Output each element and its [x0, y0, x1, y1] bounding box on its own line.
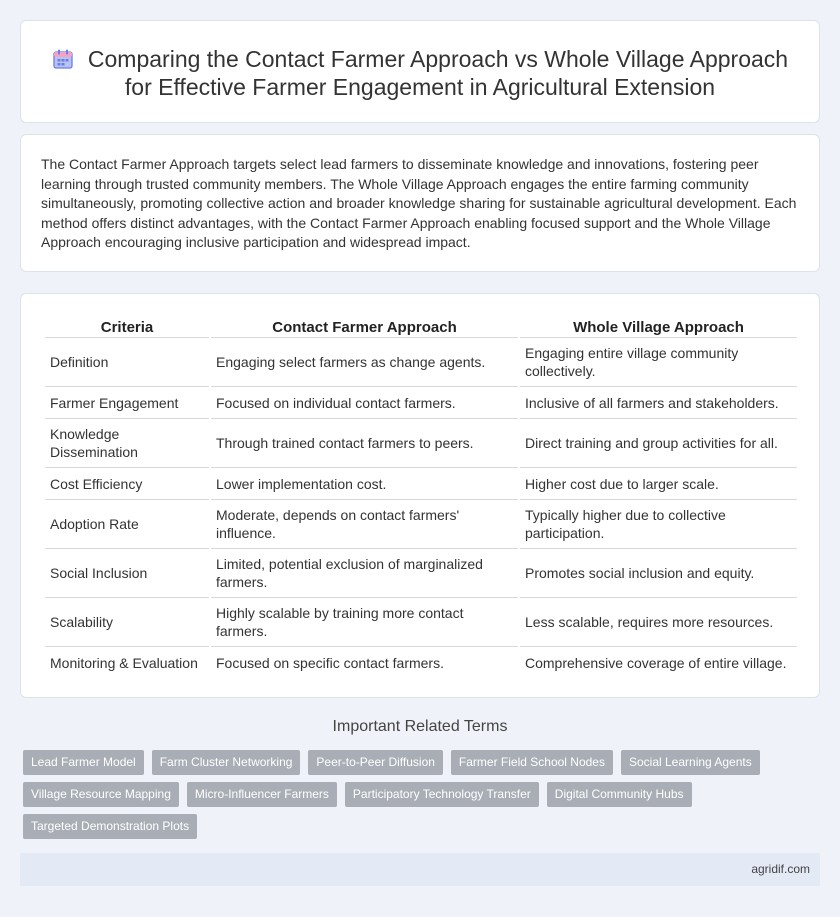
whole-village-cell: Less scalable, requires more resources. [520, 598, 797, 647]
tag-digital-community-hubs[interactable]: Digital Community Hubs [547, 782, 692, 807]
table-row [45, 598, 797, 647]
contact-farmer-cell: Moderate, depends on contact farmers' influence. [211, 500, 518, 549]
criteria-cell: Adoption Rate [45, 500, 209, 549]
tag-farm-cluster-networking[interactable]: Farm Cluster Networking [152, 750, 301, 775]
page-title [21, 21, 819, 101]
table-row [45, 387, 797, 419]
column-header: Contact Farmer Approach [211, 314, 518, 338]
tag-village-resource-mapping[interactable]: Village Resource Mapping [23, 782, 179, 807]
footer [20, 853, 820, 886]
calendar-icon [52, 48, 74, 70]
comparison-table-card [20, 293, 820, 698]
contact-farmer-cell: Limited, potential exclusion of marginalized farmers. [211, 549, 518, 598]
criteria-cell: Definition [45, 338, 209, 387]
criteria-cell: Social Inclusion [45, 549, 209, 598]
criteria-cell: Cost Efficiency [45, 468, 209, 500]
tag-participatory-technology-transfer[interactable]: Participatory Technology Transfer [345, 782, 539, 807]
column-header: Criteria [45, 314, 209, 338]
whole-village-cell: Engaging entire village community collectively. [520, 338, 797, 387]
table-row [45, 549, 797, 598]
page-title-text: Comparing the Contact Farmer Approach vs Whole Village Approach for Effective Farmer Engagement in Agricultural Extension [87, 46, 789, 100]
criteria-cell: Farmer Engagement [45, 387, 209, 419]
comparison-table [43, 314, 799, 679]
tag-farmer-field-school-nodes[interactable]: Farmer Field School Nodes [451, 750, 613, 775]
title-card [20, 20, 820, 123]
intro-text: The Contact Farmer Approach targets select lead farmers to disseminate knowledge and innovations, fostering peer learning through trusted community members. The Whole Village Approach engages the entire farming community simultaneously, promoting collective action and broader knowledge sharing for sustainable agricultural development. Each method offers distinct advantages, with the Contact Farmer Approach enabling focused support and the Whole Village Approach encouraging inclusive participation and widespread impact. [41, 156, 797, 251]
table-header-row [45, 314, 797, 338]
related-terms-tags [23, 750, 823, 846]
intro-card [20, 134, 820, 272]
related-terms-heading: Important Related Terms [332, 718, 508, 735]
column-header: Whole Village Approach [520, 314, 797, 338]
contact-farmer-cell: Engaging select farmers as change agents. [211, 338, 518, 387]
whole-village-cell: Direct training and group activities for all. [520, 419, 797, 468]
table-row [45, 468, 797, 500]
contact-farmer-cell: Lower implementation cost. [211, 468, 518, 500]
whole-village-cell: Comprehensive coverage of entire village. [525, 655, 787, 671]
contact-farmer-cell: Through trained contact farmers to peers. [211, 419, 518, 468]
whole-village-cell: Typically higher due to collective participation. [520, 500, 797, 549]
contact-farmer-cell: Focused on specific contact farmers. [216, 655, 444, 671]
tag-social-learning-agents[interactable]: Social Learning Agents [621, 750, 760, 775]
whole-village-cell: Inclusive of all farmers and stakeholders. [520, 387, 797, 419]
tag-lead-farmer-model[interactable]: Lead Farmer Model [23, 750, 144, 775]
table-row [45, 500, 797, 549]
footer-site-link[interactable]: agridif.com [751, 862, 810, 876]
whole-village-cell: Higher cost due to larger scale. [520, 468, 797, 500]
tag-micro-influencer-farmers[interactable]: Micro-Influencer Farmers [187, 782, 337, 807]
tag-peer-to-peer-diffusion[interactable]: Peer-to-Peer Diffusion [308, 750, 443, 775]
table-row [45, 647, 797, 679]
contact-farmer-cell: Highly scalable by training more contact farmers. [211, 598, 518, 647]
criteria-cell: Knowledge Dissemination [45, 419, 209, 468]
criteria-cell: Scalability [45, 598, 209, 647]
criteria-cell: Monitoring & Evaluation [50, 655, 198, 671]
whole-village-cell: Promotes social inclusion and equity. [520, 549, 797, 598]
table-row [45, 338, 797, 387]
table-row [45, 419, 797, 468]
tag-targeted-demonstration-plots[interactable]: Targeted Demonstration Plots [23, 814, 197, 839]
contact-farmer-cell: Focused on individual contact farmers. [211, 387, 518, 419]
